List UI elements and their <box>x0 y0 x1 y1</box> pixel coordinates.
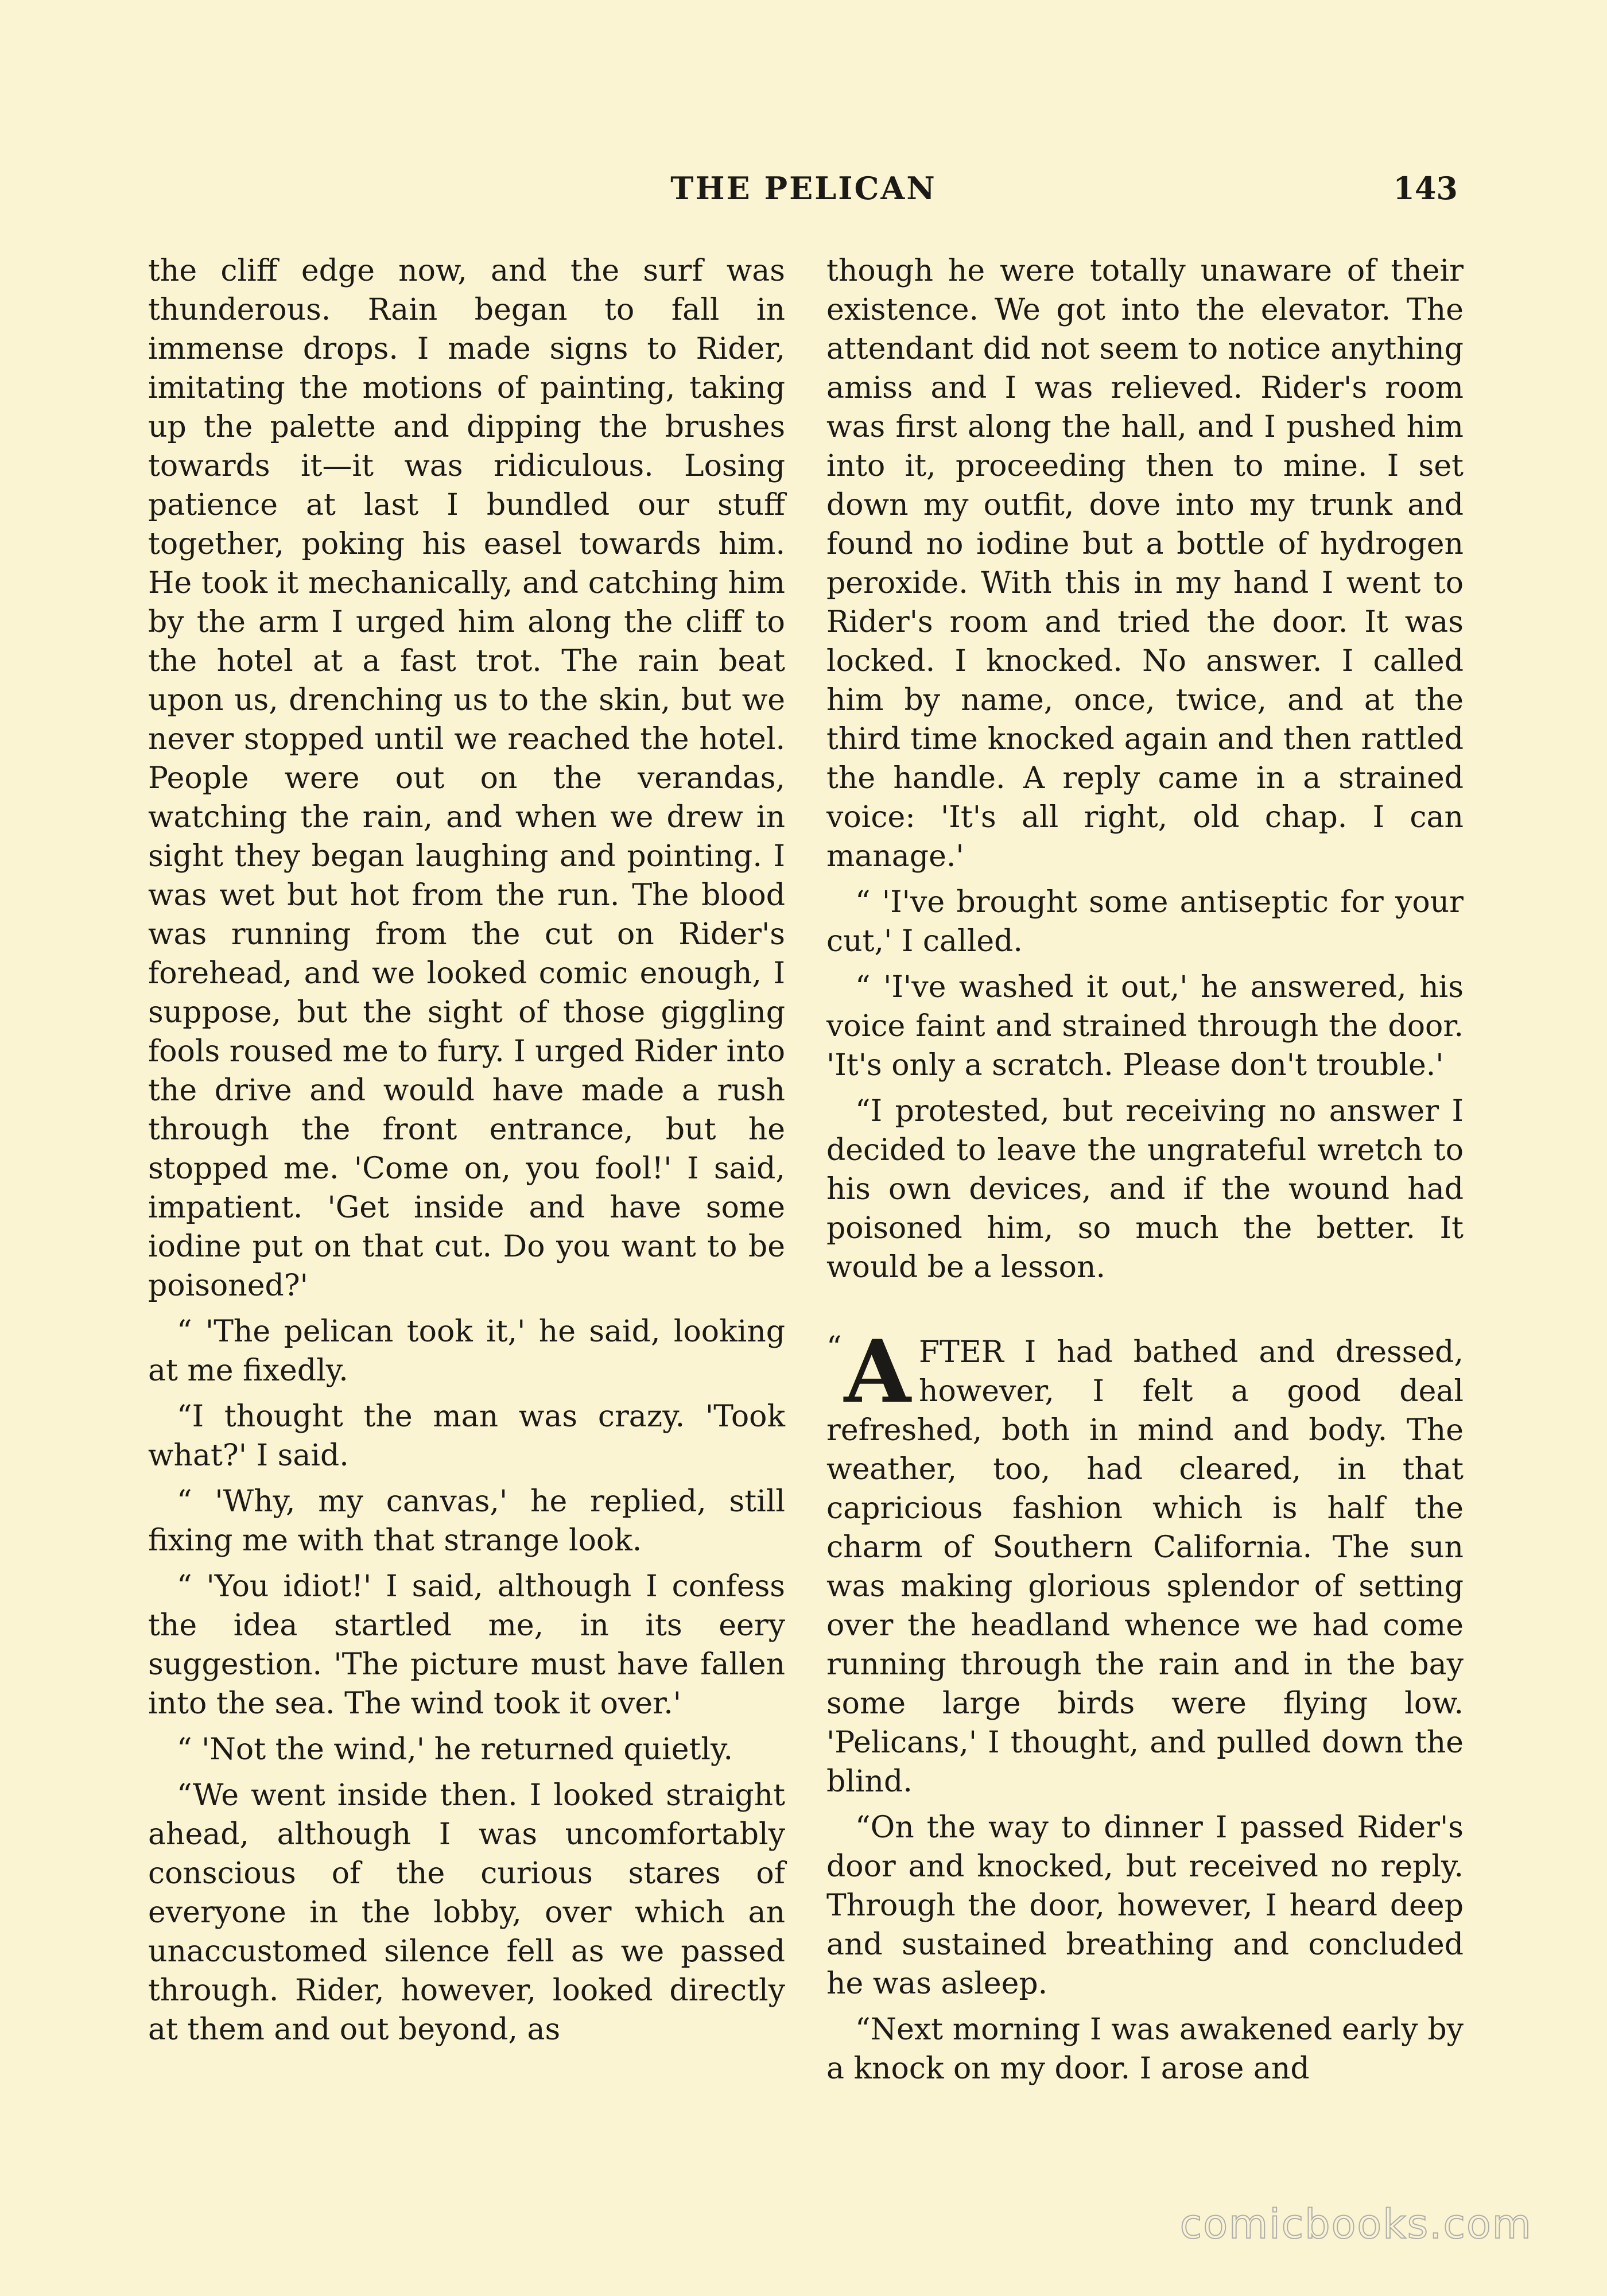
paragraph: “ 'The pelican took it,' he said, looking at me fixedly. <box>148 1314 785 1388</box>
paragraph: “ 'Why, my canvas,' he replied, still fixing me with that strange look. <box>148 1484 785 1558</box>
right-text-column <box>826 251 1464 2095</box>
running-header-title: THE PELICAN <box>670 170 937 207</box>
paragraph: “ 'You idiot!' I said, although I confess the idea startled me, in its eery suggestion. 'The picture must have fallen into the sea. The wind took it over.' <box>148 1569 785 1721</box>
paragraph: “I protested, but receiving no answer I decided to leave the ungrateful wretch to his own devices, and if the wound had poisoned him, so much the better. It would be a lesson. <box>826 1094 1464 1285</box>
paragraph: “ 'I've washed it out,' he answered, his voice faint and strained through the door. 'It's only a scratch. Please don't trouble.' <box>826 970 1464 1083</box>
paragraph: “ 'I've brought some antiseptic for your cut,' I called. <box>826 885 1464 959</box>
left-text-column <box>148 251 785 2056</box>
paragraph: “Next morning I was awakened early by a knock on my door. I arose and <box>826 2012 1464 2086</box>
section-opening-text: FTER I had bathed and dressed, however, I felt a good deal refreshed, both in mind and body. The weather, too, had cleared, in that capricious fashion which is half the charm of Southern California. The sun was making glorious splendor of setting over the headland whence we had come running through the rain and in the bay some large birds were flying low. 'Pelicans,' I thought, and pulled down the blind. <box>826 1335 1464 1799</box>
paragraph: “I thought the man was crazy. 'Took what?' I said. <box>148 1399 785 1473</box>
paragraph: “We went inside then. I looked straight ahead, although I was uncomfortably conscious of the curious stares of everyone in the lobby, over which an unaccustomed silence fell as we passed through. Rider, however, looked directly at them and out beyond, as <box>148 1778 785 2047</box>
site-watermark: comicbooks.com <box>1179 2201 1532 2248</box>
page-number: 143 <box>1393 170 1458 207</box>
paragraph: “ 'Not the wind,' he returned quietly. <box>177 1732 733 1767</box>
drop-cap-letter: A <box>844 1321 911 1422</box>
section-opening-paragraph <box>826 1321 1464 1801</box>
paragraph: “On the way to dinner I passed Rider's door and knocked, but received no reply. Through the door, however, I heard deep and sustained breathing and concluded he was asleep. <box>826 1810 1464 2001</box>
paragraph: the cliff edge now, and the surf was thunderous. Rain began to fall in immense drops. I made signs to Rider, imitating the motions of painting, taking up the palette and dipping the brushes towards it—it was ridiculous. Losing patience at last I bundled our stuff together, poking his easel towards him. He took it mechanically, and catching him by the arm I urged him along the cliff to the hotel at a fast trot. The rain beat upon us, drenching us to the skin, but we never stopped until we reached the hotel. People were out on the verandas, watching the rain, and when we drew in sight they began laughing and pointing. I was wet but hot from the run. The blood was running from the cut on Rider's forehead, and we looked comic enough, I suppose, but the sight of those giggling fools roused me to fury. I urged Rider into the drive and would have made a rush through the front entrance, but he stopped me. 'Come on, you fool!' I said, impatient. 'Get inside and have some iodine put on that cut. Do you want to be poisoned?' <box>148 254 785 1303</box>
paragraph: though he were totally unaware of their existence. We got into the elevator. The attendant did not seem to notice anything amiss and I was relieved. Rider's room was first along the hall, and I pushed him into it, proceeding then to mine. I set down my outfit, dove into my trunk and found no iodine but a bottle of hydrogen peroxide. With this in my hand I went to Rider's room and tried the door. It was locked. I knocked. No answer. I called him by name, once, twice, and at the third time knocked again and then rattled the handle. A reply came in a strained voice: 'It's all right, old chap. I can manage.' <box>826 254 1464 874</box>
opening-quote-mark: “ <box>826 1331 842 1365</box>
